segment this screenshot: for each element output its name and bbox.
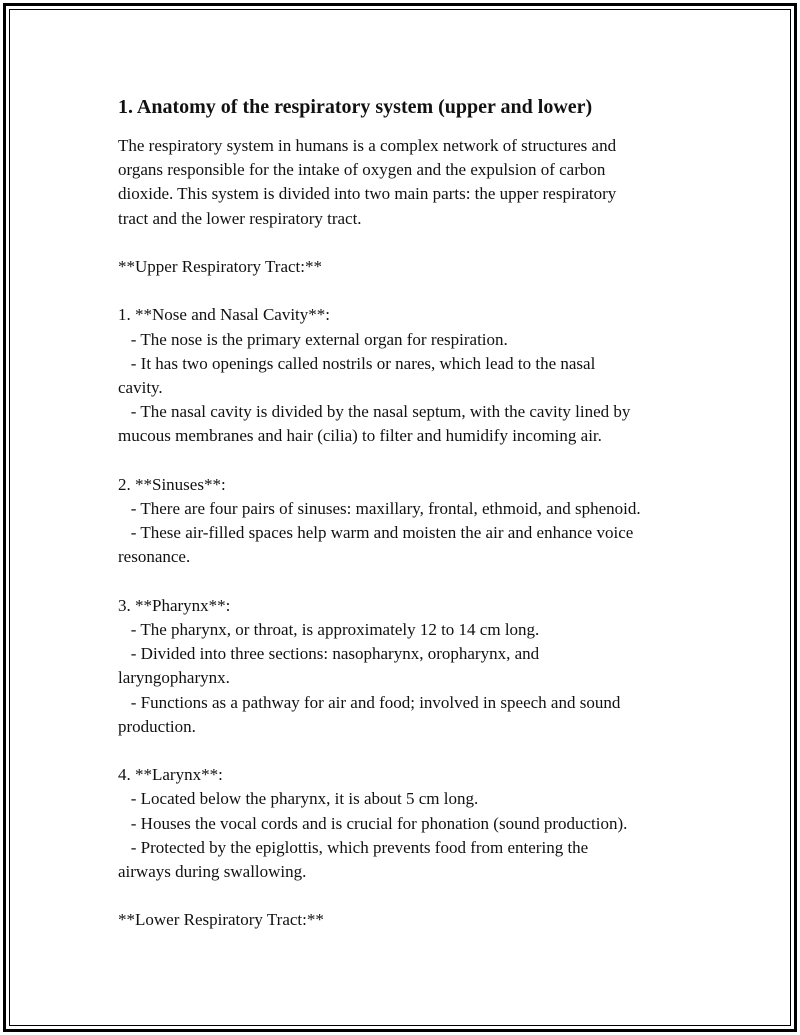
blank-line	[118, 279, 698, 303]
section-pharynx	[118, 594, 698, 739]
section-larynx	[118, 763, 698, 884]
section-line: - Houses the vocal cords and is crucial for phonation (sound production).	[118, 813, 628, 833]
section-line: - Divided into three sections: nasopharynx, oropharynx, and	[118, 644, 540, 664]
section-line: - These air-filled spaces help warm and moisten the air and enhance voice	[118, 523, 634, 543]
section-line: laryngopharynx.	[118, 668, 230, 688]
section-line: - The nose is the primary external organ for respiration.	[118, 329, 508, 349]
section-line: cavity.	[118, 378, 163, 397]
section-line: - The nasal cavity is divided by the nasal septum, with the cavity lined by	[118, 402, 631, 422]
section-line: - It has two openings called nostrils or nares, which lead to the nasal	[118, 353, 596, 373]
intro-line: tract and the lower respiratory tract.	[118, 208, 362, 228]
lower-tract-heading: **Lower Respiratory Tract:**	[118, 910, 324, 930]
section-line: - Protected by the epiglottis, which prevents food from entering the	[118, 837, 589, 857]
upper-tract-heading: **Upper Respiratory Tract:**	[118, 257, 322, 276]
section-line: - The pharynx, or throat, is approximately 12 to 14 cm long.	[118, 620, 540, 639]
section-heading: 4. **Larynx**:	[118, 765, 223, 785]
section-sinuses	[118, 473, 698, 570]
section-line: airways during swallowing.	[118, 862, 307, 882]
section-line: - Located below the pharynx, it is about 5 cm long.	[118, 789, 479, 809]
blank-line	[118, 231, 698, 255]
section-line: mucous membranes and hair (cilia) to filter and humidify incoming air.	[118, 426, 602, 446]
intro-paragraph	[118, 134, 698, 231]
section-line: - Functions as a pathway for air and food; involved in speech and sound	[118, 692, 621, 712]
section-nose	[118, 303, 698, 448]
blank-line	[118, 570, 698, 594]
document-body	[118, 94, 698, 933]
blank-line	[118, 739, 698, 763]
section-line: production.	[118, 716, 196, 736]
blank-line	[118, 884, 698, 908]
blank-line	[118, 449, 698, 473]
intro-line: dioxide. This system is divided into two main parts: the upper respiratory	[118, 184, 617, 204]
section-heading: 2. **Sinuses**:	[118, 474, 226, 494]
section-heading: 1. **Nose and Nasal Cavity**:	[118, 305, 330, 325]
section-line: - There are four pairs of sinuses: maxillary, frontal, ethmoid, and sphenoid.	[118, 499, 641, 518]
intro-line: The respiratory system in humans is a complex network of structures and	[118, 136, 617, 155]
intro-line: organs responsible for the intake of oxygen and the expulsion of carbon	[118, 160, 606, 180]
section-line: resonance.	[118, 547, 191, 567]
document-title: 1. Anatomy of the respiratory system (upper and lower)	[118, 96, 593, 118]
section-heading: 3. **Pharynx**:	[118, 595, 231, 615]
